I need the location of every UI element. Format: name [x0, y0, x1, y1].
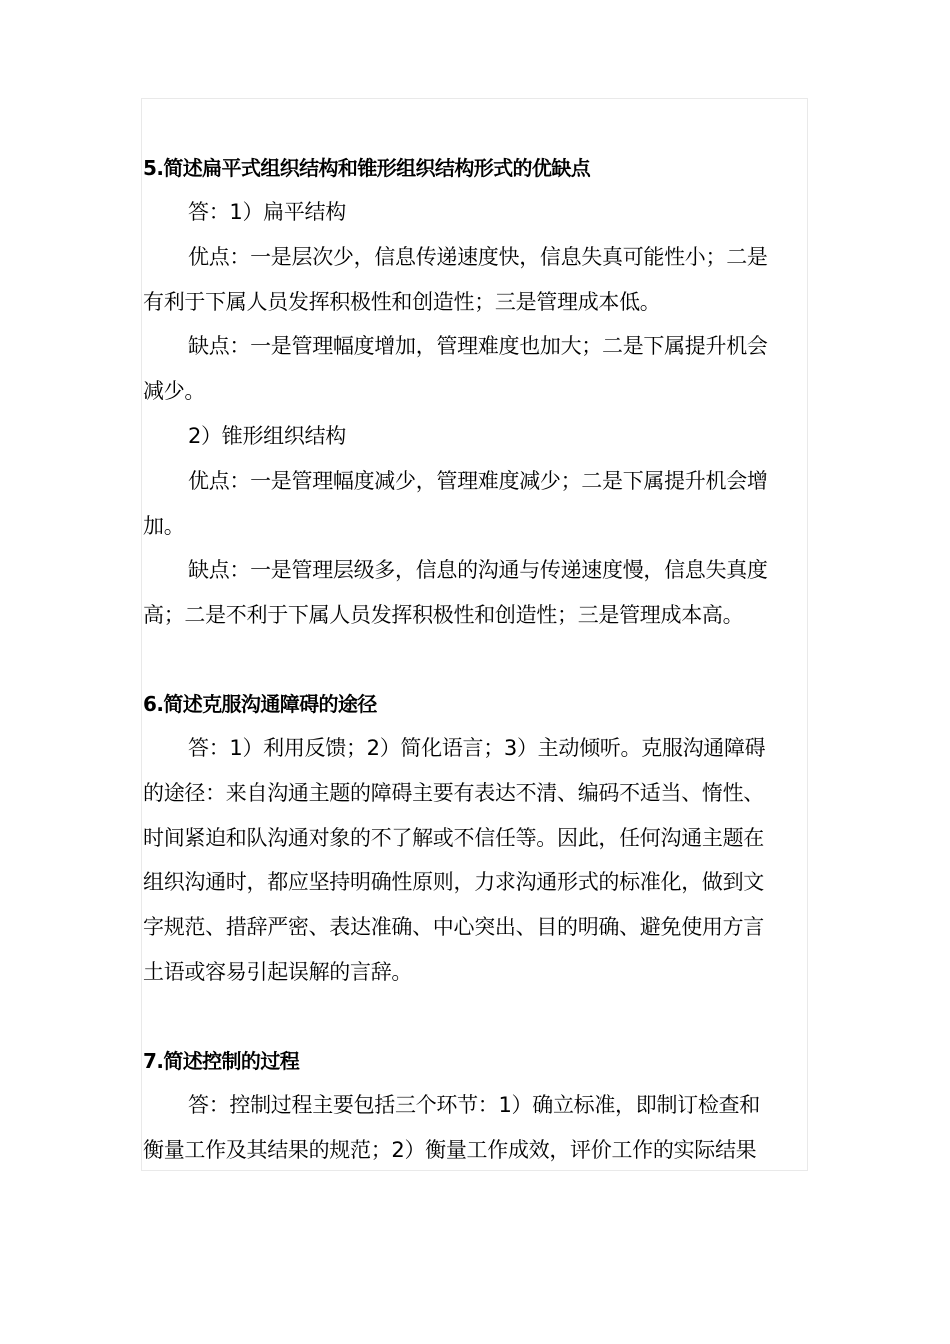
section-5 [143, 146, 818, 638]
paragraph-line: 高；二是不利于下属人员发挥积极性和创造性；三是管理成本高。 [143, 603, 744, 628]
paragraph [143, 324, 818, 414]
paragraph-line: 有利于下属人员发挥积极性和创造性；三是管理成本低。 [143, 289, 661, 314]
paragraph-line: 土语或容易引起误解的言辞。 [143, 959, 413, 984]
section-gap [143, 638, 818, 682]
paragraph-line: 字规范、措辞严密、表达准确、中心突出、目的明确、避免使用方言 [143, 915, 764, 940]
paragraph-line: 的途径：来自沟通主题的障碍主要有表达不清、编码不适当、惰性、 [143, 780, 764, 805]
paragraph-line: 答：1）扁平结构 [188, 200, 346, 224]
paragraph-line: 2）锥形组织结构 [188, 423, 346, 448]
section-7 [143, 1039, 818, 1173]
paragraph-line: 衡量工作及其结果的规范；2）衡量工作成效，评价工作的实际结果 [143, 1137, 757, 1162]
paragraph-line: 缺点：一是管理幅度增加，管理难度也加大；二是下属提升机会 [188, 334, 768, 359]
paragraph [143, 190, 818, 235]
section-title: 5.简述扁平式组织结构和锥形组织结构形式的优缺点 [143, 156, 591, 180]
paragraph [143, 235, 818, 325]
paragraph [143, 414, 818, 459]
section-6 [143, 682, 818, 995]
paragraph [143, 1083, 818, 1173]
section-title: 7.简述控制的过程 [143, 1048, 300, 1073]
paragraph [143, 726, 818, 995]
paragraph-line: 时间紧迫和队沟通对象的不了解或不信任等。因此，任何沟通主题在 [143, 825, 764, 850]
paragraph-line: 加。 [143, 513, 185, 538]
paragraph-line: 优点：一是层次少，信息传递速度快，信息失真可能性小；二是 [188, 244, 768, 269]
paragraph-line: 减少。 [143, 379, 206, 404]
paragraph-line: 答：控制过程主要包括三个环节：1）确立标准，即制订检查和 [188, 1092, 760, 1117]
paragraph-line: 组织沟通时，都应坚持明确性原则，力求沟通形式的标准化，做到文 [143, 870, 764, 895]
paragraph [143, 548, 818, 638]
paragraph-line: 缺点：一是管理层级多，信息的沟通与传递速度慢，信息失真度 [188, 558, 768, 583]
section-gap [143, 995, 818, 1039]
section-title: 6.简述克服沟通障碍的途径 [143, 691, 377, 716]
paragraph-line: 优点：一是管理幅度减少，管理难度减少；二是下属提升机会增 [188, 468, 768, 493]
document-body [143, 146, 818, 1172]
paragraph-line: 答：1）利用反馈；2）简化语言；3）主动倾听。克服沟通障碍 [188, 735, 766, 760]
paragraph [143, 459, 818, 549]
